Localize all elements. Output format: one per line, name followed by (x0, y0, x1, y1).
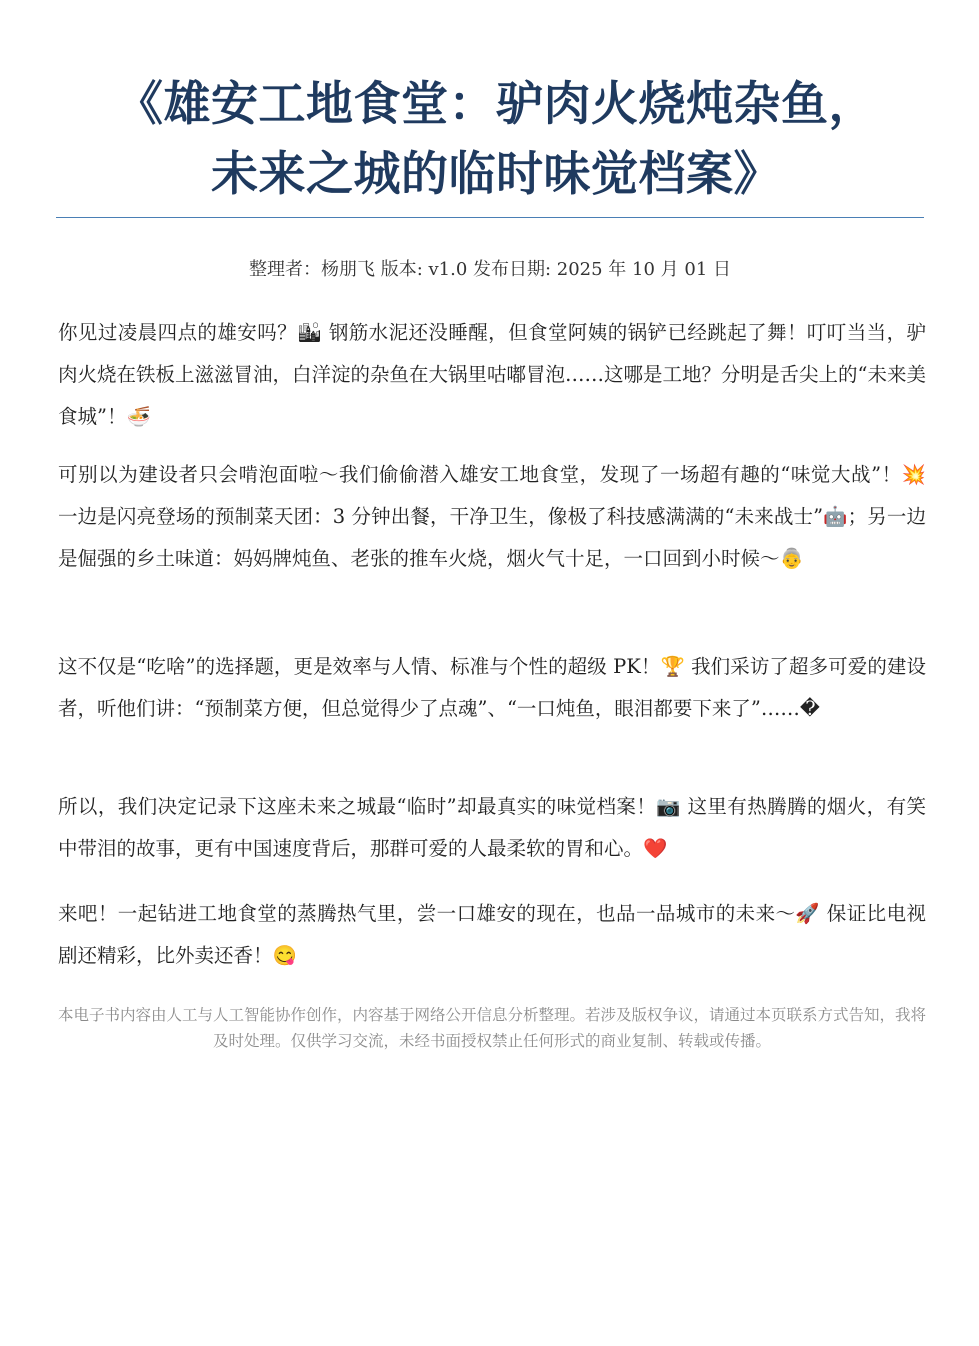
paragraph-2: 可别以为建设者只会啃泡面啦～我们偷偷潜入雄安工地食堂，发现了一场超有趣的“味觉大战”！💥 一边是闪亮登场的预制菜天团：3 分钟出餐，干净卫生，像极了科技感满满的“未来战士”🤖；另一边是倔强的乡土味道：妈妈牌炖鱼、老张的推车火烧，烟火气十足，一口回到小时候～👵 (58, 463, 926, 570)
title-divider (56, 217, 924, 218)
paragraph-4: 所以，我们决定记录下这座未来之城最“临时”却最真实的味觉档案！📷 这里有热腾腾的烟火，有笑中带泪的故事，更有中国速度背后，那群可爱的人最柔软的胃和心。❤️ (58, 795, 926, 860)
paragraph-3: 这不仅是“吃啥”的选择题，更是效率与人情、标准与个性的超级 PK！🏆 我们采访了超多可爱的建设者，听他们讲：“预制菜方便，但总觉得少了点魂”、“一口炖鱼，眼泪都要下来了”……� (58, 655, 926, 720)
document-title (56, 70, 936, 210)
title-line-1: 《雄安工地食堂：驴肉火烧炖杂鱼， (116, 77, 876, 132)
paragraph-1: 你见过凌晨四点的雄安吗？🏙 钢筋水泥还没睡醒，但食堂阿姨的锅铲已经跳起了舞！叮叮当当，驴肉火烧在铁板上滋滋冒油，白洋淀的杂鱼在大锅里咕嘟冒泡……这哪是工地？分明是舌尖上的“未来美食城”！🍜 (58, 321, 926, 428)
document-meta: 整理者：杨朋飞 版本: v1.0 发布日期: 2025 年 10 月 01 日 (248, 259, 732, 280)
title-line-2: 未来之城的临时味觉档案》 (211, 147, 781, 202)
copyright-notice: 本电子书内容由人工与人工智能协作创作，内容基于网络公开信息分析整理。若涉及版权争议，请通过本页联系方式告知，我将及时处理。仅供学习交流，未经书面授权禁止任何形式的商业复制、转载或传播。 (58, 1006, 927, 1050)
paragraph-5: 来吧！一起钻进工地食堂的蒸腾热气里，尝一口雄安的现在，也品一品城市的未来～🚀 保证比电视剧还精彩，比外卖还香！😋 (58, 902, 926, 967)
